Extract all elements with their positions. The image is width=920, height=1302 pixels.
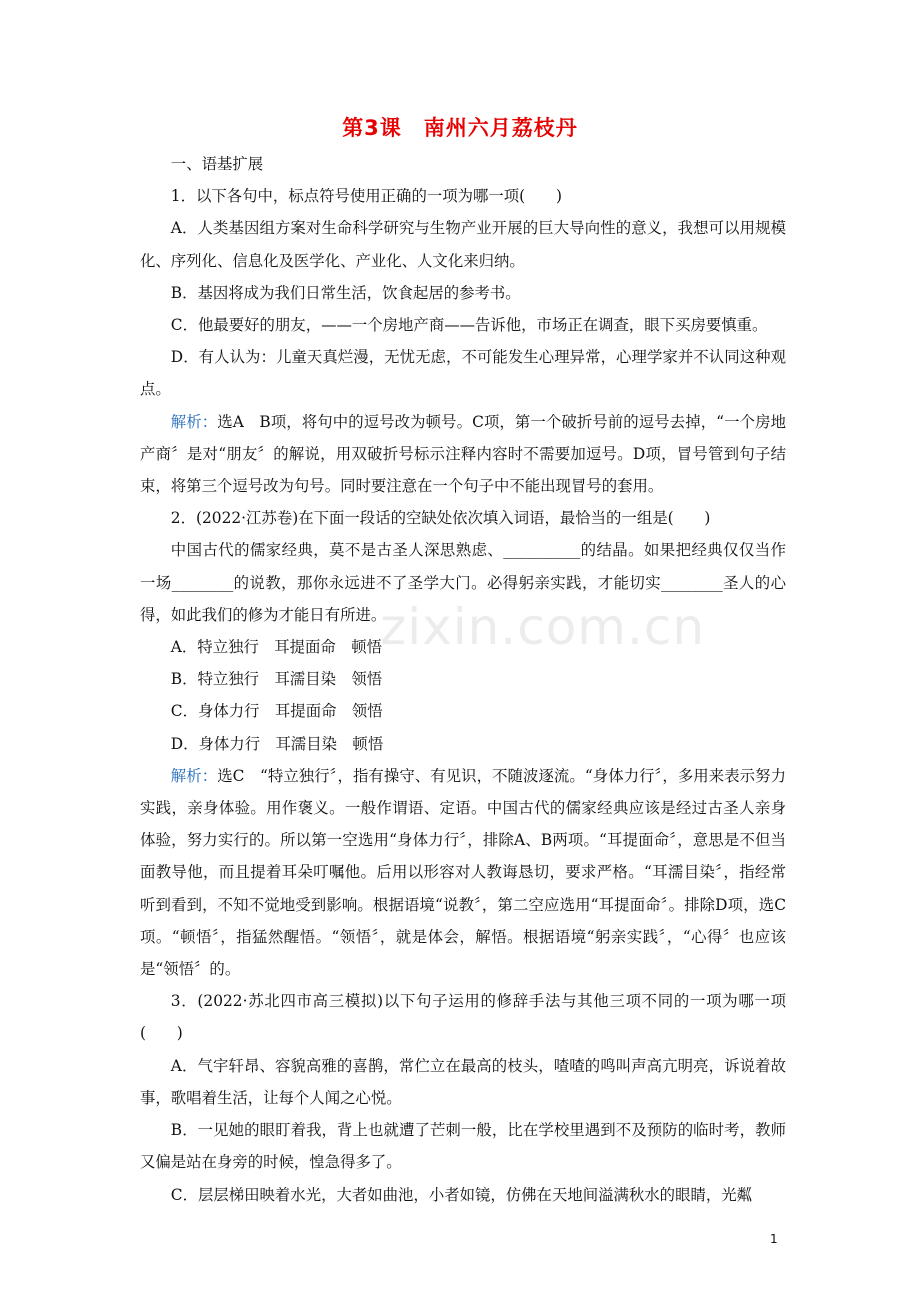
watermark: zixin.com.cn (380, 598, 706, 656)
q3-option-b: B．一见她的眼盯着我，背上也就遭了芒刺一般，比在学校里遇到不及预防的临时考，教师又偏是站在身旁的时候，惶急得多了。 (140, 1121, 786, 1172)
q2-analysis-text: 选C “特立独行〞，指有操守、有见识，不随波逐流。“身体力行〞，多用来表示努力实践，亲身体验。用作褒义。一般作谓语、定语。中国古代的儒家经典应该是经过古圣人亲身体验，努力实行的。所以第一空选用“身体力行〞，排除A、B两项。“耳提面命〞，意思是不但当面教导他，而且提着耳朵叮嘱他。后用以形容对人教诲恳切，要求严格。“耳濡目染〞，指经常听到看到，不知不觉地受到影响。根据语境“说教〞，第二空应选用“耳提面命〞。排除D项，选C项。“顿悟〞，指猛然醒悟。“领悟〞，就是体会，解悟。根据语境“躬亲实践〞，“心得〞也应该是“领悟〞的。 (140, 766, 786, 979)
q1-option-a: A．人类基因组方案对生命科学研究与生物产业开展的巨大导向性的意义，我想可以用规模化、序列化、信息化及医学化、产业化、人文化来归纳。 (140, 219, 786, 270)
analysis-label: 解析： (170, 412, 218, 431)
q2-passage: 中国古代的儒家经典，莫不是古圣人深思熟虑、__________的结晶。如果把经典仅仅当作一场________的说教，那你永远进不了圣学大门。必得躬亲实践，才能切实________圣人的心得，如此我们的修为才能日有所进。 (140, 541, 786, 624)
q3-option-c: C．层层梯田映着水光，大者如曲池，小者如镜，仿佛在天地间溢满秋水的眼睛，光粼 (170, 1185, 753, 1204)
q2-option-b: B．特立独行 耳濡目染 领悟 (170, 670, 383, 689)
q1-stem: 1．以下各句中，标点符号使用正确的一项为哪一项( ) (170, 187, 562, 206)
section-heading: 一、语基扩展 (170, 155, 264, 173)
q3-stem: 3．(2022·苏北四市高三模拟)以下句子运用的修辞手法与其他三项不同的一项为哪一项( ) (140, 992, 786, 1043)
q1-analysis-text: 选A B项，将句中的逗号改为顿号。C项，第一个破折号前的逗号去掉，“一个房地产商〞是对“朋友〞的解说，用双破折号标示注释内容时不需要加逗号。D项，冒号管到句子结束，将第三个逗号改为句号。同时要注意在一个句子中不能出现冒号的套用。 (140, 412, 786, 496)
q2-option-a: A．特立独行 耳提面命 顿悟 (170, 638, 382, 657)
q3-option-a: A．气宇轩昂、容貌高雅的喜鹊，常伫立在最高的枝头，喳喳的鸣叫声高亢明亮，诉说着故事，歌唱着生活，让每个人闻之心悦。 (140, 1056, 786, 1107)
q1-analysis (140, 406, 786, 503)
q1-option-c: C．他最要好的朋友，——一个房地产商——告诉他，市场正在调查，眼下买房要慎重。 (170, 316, 768, 335)
page-number: 1 (770, 1232, 778, 1246)
q2-stem: 2．(2022·江苏卷)在下面一段话的空缺处依次填入词语，最恰当的一组是( ) (170, 509, 711, 528)
analysis-label: 解析： (170, 766, 218, 785)
q2-option-c: C．身体力行 耳提面命 领悟 (170, 702, 383, 721)
document-body (140, 148, 786, 1211)
q1-option-d: D．有人认为：儿童天真烂漫，无忧无虑，不可能发生心理异常，心理学家并不认同这种观点。 (140, 348, 786, 399)
q1-option-b: B．基因将成为我们日常生活，饮食起居的参考书。 (170, 283, 521, 302)
page-title: 第3课 南州六月荔枝丹 (342, 116, 578, 140)
q2-analysis (140, 760, 786, 985)
q2-option-d: D．身体力行 耳濡目染 顿悟 (170, 734, 384, 753)
